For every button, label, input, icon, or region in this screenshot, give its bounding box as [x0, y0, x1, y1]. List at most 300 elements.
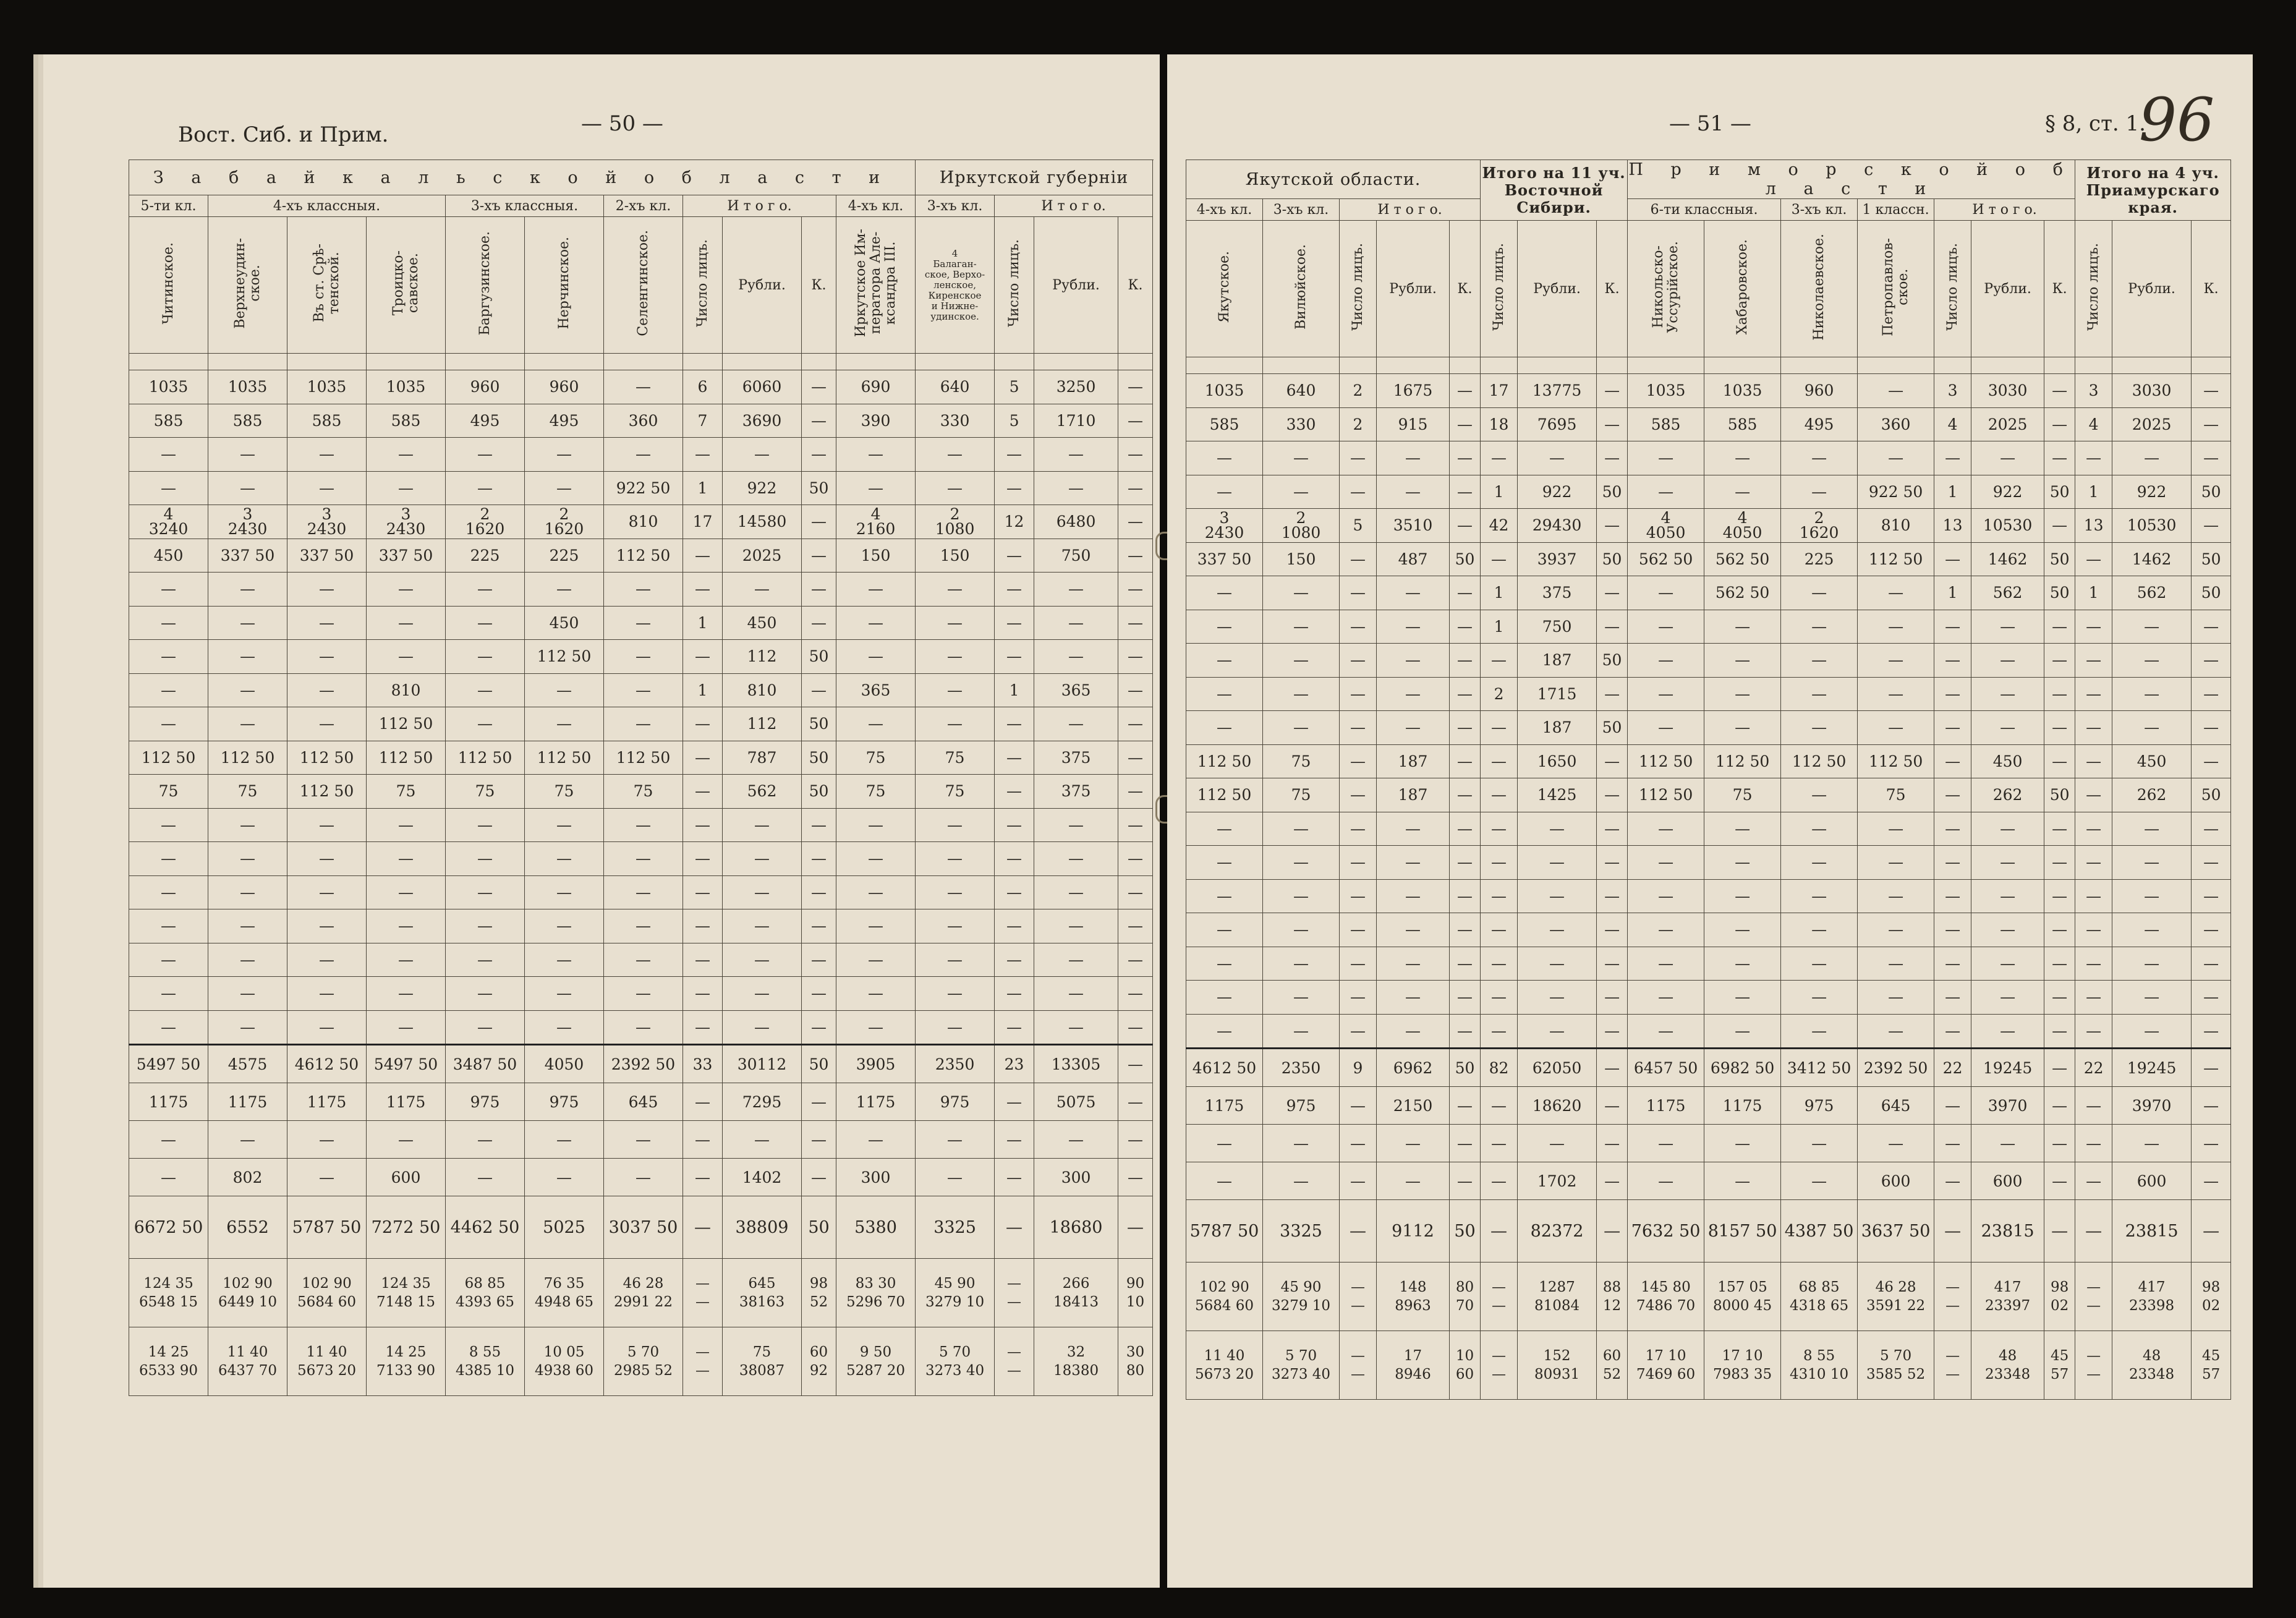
- table-cell: 562: [1971, 576, 2044, 610]
- table-cell: —: [1377, 1125, 1450, 1162]
- table-cell: 17 10 7469 60: [1628, 1331, 1704, 1400]
- table-cell: —: [1971, 913, 2044, 947]
- table-cell: —: [1450, 441, 1481, 475]
- table-cell: —: [1263, 981, 1340, 1015]
- table-cell: 810: [723, 673, 802, 707]
- table-cell: —: [208, 808, 287, 842]
- table-cell: —: [1186, 879, 1263, 913]
- table-row: [129, 404, 1153, 438]
- table-cell: 13: [2075, 509, 2112, 543]
- table-cell: 360: [604, 404, 683, 438]
- table-cell: 62050: [1518, 1049, 1597, 1087]
- table-cell: —: [604, 808, 683, 842]
- table-cell: —: [683, 775, 723, 809]
- table-cell: —: [1704, 644, 1781, 678]
- table-cell: 1035: [1704, 374, 1781, 408]
- table-cell: —: [1597, 846, 1628, 880]
- table-cell: 3412 50: [1781, 1049, 1858, 1087]
- table-cell: —: [1118, 741, 1153, 775]
- table-cell: —: [2112, 981, 2192, 1015]
- table-cell: 1175: [1628, 1087, 1704, 1125]
- table-cell: —: [2192, 610, 2231, 644]
- table-cell: —: [1034, 943, 1118, 977]
- table-cell: —: [1340, 1014, 1377, 1049]
- table-cell: —: [2044, 711, 2075, 745]
- table-cell: —: [1858, 1125, 1934, 1162]
- table-cell: —: [1934, 981, 1971, 1015]
- table-cell: —: [1377, 981, 1450, 1015]
- table-cell: —: [2044, 947, 2075, 981]
- table-cell: 157 05 8000 45: [1704, 1262, 1781, 1331]
- table-cell: —: [604, 842, 683, 876]
- table-cell: —: [1781, 913, 1858, 947]
- table-cell: —: [2192, 981, 2231, 1015]
- table-cell: — —: [1481, 1331, 1518, 1400]
- table-cell: —: [836, 707, 916, 741]
- table-cell: 46 28 3591 22: [1858, 1262, 1934, 1331]
- table-cell: 4050: [525, 1045, 604, 1083]
- table-cell: —: [367, 573, 446, 607]
- table-cell: —: [1518, 441, 1597, 475]
- table-cell: —: [367, 471, 446, 505]
- table-cell: —: [1597, 677, 1628, 711]
- table-cell: 915: [1377, 407, 1450, 441]
- table-cell: —: [1340, 542, 1377, 576]
- left-running-header: Вост. Сиб. и Прим.: [178, 122, 389, 147]
- table-cell: —: [1340, 1200, 1377, 1262]
- table-row: [1186, 846, 2231, 880]
- table-cell: —: [1597, 947, 1628, 981]
- table-row: [129, 606, 1153, 640]
- table-cell: 42: [1481, 509, 1518, 543]
- table-cell: 14 25 7133 90: [367, 1327, 446, 1396]
- table-cell: 45 57: [2044, 1331, 2075, 1400]
- table-cell: —: [287, 808, 367, 842]
- column-header-label: Число лицъ.: [2085, 243, 2101, 331]
- table-cell: —: [1481, 744, 1518, 778]
- table-cell: 2025: [1971, 407, 2044, 441]
- table-cell: —: [995, 1196, 1034, 1259]
- table-cell: 112 50: [287, 741, 367, 775]
- table-cell: —: [802, 1083, 836, 1121]
- table-row: [1186, 913, 2231, 947]
- table-cell: —: [1450, 812, 1481, 846]
- column-header-label: Число лицъ.: [1490, 243, 1507, 331]
- table-cell: 150: [1263, 542, 1340, 576]
- table-cell: 32 18380: [1034, 1327, 1118, 1396]
- table-cell: 50: [2044, 576, 2075, 610]
- table-cell: —: [1518, 913, 1597, 947]
- table-cell: 337 50: [1186, 542, 1263, 576]
- table-cell: 3030: [1971, 374, 2044, 408]
- table-cell: —: [995, 875, 1034, 909]
- table-cell: —: [1597, 509, 1628, 543]
- table-cell: 922: [2112, 475, 2192, 509]
- table-cell: —: [995, 1083, 1034, 1121]
- column-header: Рубли.: [1971, 221, 2044, 357]
- table-cell: —: [2075, 711, 2112, 745]
- column-header-label: Баргузинское.: [477, 231, 493, 336]
- table-cell: 50: [1597, 542, 1628, 576]
- table-cell: 5497 50: [367, 1045, 446, 1083]
- table-cell: —: [683, 707, 723, 741]
- table-cell: —: [1481, 778, 1518, 812]
- table-cell: —: [683, 842, 723, 876]
- table-cell: —: [604, 438, 683, 472]
- table-cell: —: [1934, 677, 1971, 711]
- table-cell: —: [1263, 879, 1340, 913]
- subgroup-header: И т о г о.: [683, 195, 836, 217]
- table-cell: —: [683, 909, 723, 943]
- table-cell: 23: [995, 1045, 1034, 1083]
- table-cell: —: [208, 606, 287, 640]
- table-cell: —: [208, 707, 287, 741]
- table-cell: —: [1971, 677, 2044, 711]
- table-cell: —: [525, 1010, 604, 1045]
- table-cell: —: [1034, 875, 1118, 909]
- table-cell: —: [1034, 707, 1118, 741]
- table-cell: —: [1934, 913, 1971, 947]
- table-cell: 5 70 2985 52: [604, 1327, 683, 1396]
- table-cell: —: [2044, 981, 2075, 1015]
- subgroup-header: 3-хъ классныя.: [446, 195, 604, 217]
- table-cell: —: [916, 842, 995, 876]
- table-cell: 225: [1781, 542, 1858, 576]
- table-row: [129, 875, 1153, 909]
- table-cell: 600: [367, 1159, 446, 1196]
- table-cell: —: [2044, 441, 2075, 475]
- table-cell: —: [2112, 1125, 2192, 1162]
- table-cell: —: [525, 707, 604, 741]
- table-cell: 7632 50: [1628, 1200, 1704, 1262]
- table-cell: —: [995, 573, 1034, 607]
- table-cell: —: [723, 875, 802, 909]
- table-cell: —: [446, 673, 525, 707]
- table-cell: 1715: [1518, 677, 1597, 711]
- table-cell: —: [723, 842, 802, 876]
- table-cell: —: [446, 1159, 525, 1196]
- table-cell: —: [2075, 778, 2112, 812]
- table-cell: 2: [1340, 407, 1377, 441]
- table-cell: — —: [995, 1327, 1034, 1396]
- table-cell: —: [1597, 1162, 1628, 1200]
- table-cell: 23815: [2112, 1200, 2192, 1262]
- table-cell: 50: [802, 640, 836, 674]
- table-cell: 75: [1704, 778, 1781, 812]
- table-row: [1186, 711, 2231, 745]
- table-cell: 50: [1450, 1049, 1481, 1087]
- table-cell: 112 50: [525, 741, 604, 775]
- table-cell: 6982 50: [1704, 1049, 1781, 1087]
- table-cell: 18620: [1518, 1087, 1597, 1125]
- table-cell: 38809: [723, 1196, 802, 1259]
- table-cell: 585: [287, 404, 367, 438]
- table-cell: —: [683, 977, 723, 1011]
- table-cell: 14580: [723, 505, 802, 539]
- left-page-number: — 50 —: [581, 111, 663, 136]
- table-cell: —: [1628, 711, 1704, 745]
- table-cell: 75: [1263, 744, 1340, 778]
- table-cell: 3637 50: [1858, 1200, 1934, 1262]
- table-cell: 22: [1934, 1049, 1971, 1087]
- table-cell: —: [1186, 1014, 1263, 1049]
- table-cell: 22: [2075, 1049, 2112, 1087]
- table-cell: 750: [1518, 610, 1597, 644]
- table-cell: 645 38163: [723, 1259, 802, 1327]
- column-header: К.: [802, 217, 836, 354]
- table-cell: —: [129, 1010, 208, 1045]
- table-cell: —: [129, 875, 208, 909]
- table-cell: —: [1628, 475, 1704, 509]
- table-cell: — —: [1340, 1331, 1377, 1400]
- subgroup-header: 2-хъ кл.: [604, 195, 683, 217]
- table-cell: 375: [1518, 576, 1597, 610]
- column-header-label: Число лицъ.: [694, 239, 710, 327]
- table-cell: —: [367, 842, 446, 876]
- table-cell: 390: [836, 404, 916, 438]
- table-cell: —: [802, 977, 836, 1011]
- table-cell: —: [208, 977, 287, 1011]
- table-cell: —: [367, 909, 446, 943]
- table-cell: —: [446, 707, 525, 741]
- table-cell: —: [129, 808, 208, 842]
- table-cell: —: [1628, 1125, 1704, 1162]
- table-cell: —: [1781, 677, 1858, 711]
- table-cell: —: [1263, 644, 1340, 678]
- table-cell: 600: [1971, 1162, 2044, 1200]
- table-cell: —: [802, 573, 836, 607]
- table-cell: — —: [995, 1259, 1034, 1327]
- table-cell: 1035: [129, 370, 208, 404]
- table-row: [129, 775, 1153, 809]
- table-cell: —: [1858, 981, 1934, 1015]
- table-cell: —: [2075, 812, 2112, 846]
- table-cell: 640: [1263, 374, 1340, 408]
- table-cell: —: [287, 438, 367, 472]
- table-cell: —: [525, 875, 604, 909]
- table-cell: —: [995, 909, 1034, 943]
- table-cell: 1: [1934, 576, 1971, 610]
- group-header: Якутской области.: [1186, 160, 1481, 199]
- table-cell: —: [1263, 913, 1340, 947]
- table-cell: —: [129, 842, 208, 876]
- table-cell: 112 50: [287, 775, 367, 809]
- table-cell: 3 2430: [1186, 509, 1263, 543]
- table-cell: 6060: [723, 370, 802, 404]
- table-cell: 50: [2192, 542, 2231, 576]
- table-cell: —: [1034, 1010, 1118, 1045]
- table-cell: 300: [1034, 1159, 1118, 1196]
- subgroup-header: 3-хъ кл.: [916, 195, 995, 217]
- table-cell: —: [1481, 1014, 1518, 1049]
- table-cell: —: [2112, 711, 2192, 745]
- table-cell: 2 1080: [1263, 509, 1340, 543]
- table-cell: 9: [1340, 1049, 1377, 1087]
- column-header: [836, 217, 916, 354]
- left-ledger-table: [129, 160, 1153, 1396]
- table-cell: 585: [1628, 407, 1704, 441]
- table-cell: —: [1934, 711, 1971, 745]
- table-cell: —: [836, 1010, 916, 1045]
- table-cell: 2392 50: [604, 1045, 683, 1083]
- table-cell: —: [1597, 1014, 1628, 1049]
- table-cell: 82: [1481, 1049, 1518, 1087]
- table-cell: 75: [604, 775, 683, 809]
- table-cell: 60 92: [802, 1327, 836, 1396]
- table-cell: 75 38087: [723, 1327, 802, 1396]
- table-cell: —: [1481, 1200, 1518, 1262]
- table-cell: 112: [723, 707, 802, 741]
- column-header-label: Якутское.: [1216, 251, 1232, 323]
- table-cell: —: [802, 842, 836, 876]
- table-cell: 1675: [1377, 374, 1450, 408]
- table-cell: —: [1628, 1162, 1704, 1200]
- table-cell: —: [525, 573, 604, 607]
- table-cell: —: [1186, 981, 1263, 1015]
- table-cell: —: [1704, 1125, 1781, 1162]
- table-cell: 29430: [1518, 509, 1597, 543]
- table-cell: —: [2112, 1014, 2192, 1049]
- table-cell: —: [129, 977, 208, 1011]
- right-running-header: § 8, ст. 1.: [2045, 111, 2146, 136]
- table-cell: —: [1518, 1125, 1597, 1162]
- table-cell: 11 40 6437 70: [208, 1327, 287, 1396]
- table-cell: —: [208, 875, 287, 909]
- table-cell: 4 2160: [836, 505, 916, 539]
- table-cell: —: [2112, 441, 2192, 475]
- table-cell: 50: [2192, 475, 2231, 509]
- table-cell: 640: [916, 370, 995, 404]
- table-cell: 2 1620: [1781, 509, 1858, 543]
- table-cell: —: [1934, 1200, 1971, 1262]
- table-cell: —: [1781, 475, 1858, 509]
- table-cell: 102 90 5684 60: [287, 1259, 367, 1327]
- table-cell: —: [723, 1010, 802, 1045]
- table-cell: 4462 50: [446, 1196, 525, 1259]
- table-cell: —: [367, 943, 446, 977]
- table-cell: —: [916, 573, 995, 607]
- table-cell: —: [1858, 913, 1934, 947]
- table-cell: 10 60: [1450, 1331, 1481, 1400]
- table-cell: 6962: [1377, 1049, 1450, 1087]
- table-cell: 152 80931: [1518, 1331, 1597, 1400]
- table-cell: —: [2192, 374, 2231, 408]
- table-cell: —: [1118, 673, 1153, 707]
- table-cell: —: [208, 640, 287, 674]
- subgroup-header: И т о г о.: [1934, 199, 2075, 221]
- table-cell: —: [1597, 879, 1628, 913]
- table-cell: —: [1263, 711, 1340, 745]
- table-cell: —: [1628, 981, 1704, 1015]
- table-cell: 9112: [1377, 1200, 1450, 1262]
- table-cell: —: [802, 808, 836, 842]
- table-cell: —: [1858, 677, 1934, 711]
- table-cell: —: [1628, 644, 1704, 678]
- table-cell: 1035: [287, 370, 367, 404]
- table-cell: —: [2075, 441, 2112, 475]
- column-header-label: Нерчинское.: [556, 237, 572, 330]
- table-cell: —: [683, 808, 723, 842]
- table-cell: 2: [1481, 677, 1518, 711]
- table-cell: 112: [723, 640, 802, 674]
- table-cell: 30 80: [1118, 1327, 1153, 1396]
- table-cell: —: [1597, 576, 1628, 610]
- table-cell: —: [1263, 1014, 1340, 1049]
- table-cell: —: [446, 808, 525, 842]
- table-cell: 922 50: [1858, 475, 1934, 509]
- table-cell: —: [1340, 981, 1377, 1015]
- table-cell: 187: [1377, 778, 1450, 812]
- column-header: [683, 217, 723, 354]
- table-cell: 1035: [1186, 374, 1263, 408]
- table-cell: —: [129, 673, 208, 707]
- table-cell: —: [802, 539, 836, 573]
- table-cell: —: [1781, 846, 1858, 880]
- table-cell: —: [836, 875, 916, 909]
- table-cell: 45 90 3279 10: [916, 1259, 995, 1327]
- subgroup-header: И т о г о.: [995, 195, 1153, 217]
- table-cell: 75: [446, 775, 525, 809]
- table-cell: —: [1340, 711, 1377, 745]
- table-cell: —: [1781, 981, 1858, 1015]
- table-cell: —: [1704, 441, 1781, 475]
- table-cell: 330: [916, 404, 995, 438]
- column-header: [1186, 221, 1263, 357]
- table-cell: —: [1034, 909, 1118, 943]
- table-cell: —: [836, 606, 916, 640]
- table-cell: —: [1628, 677, 1704, 711]
- table-cell: —: [1186, 846, 1263, 880]
- table-cell: —: [287, 640, 367, 674]
- table-cell: —: [1118, 505, 1153, 539]
- table-cell: 112 50: [1781, 744, 1858, 778]
- table-cell: —: [2044, 744, 2075, 778]
- subgroup-header: 3-хъ кл.: [1263, 199, 1340, 221]
- table-cell: —: [1597, 441, 1628, 475]
- table-cell: 4 3240: [129, 505, 208, 539]
- table-cell: 600: [2112, 1162, 2192, 1200]
- table-cell: 112 50: [1186, 778, 1263, 812]
- table-cell: 112 50: [367, 707, 446, 741]
- table-cell: —: [604, 1159, 683, 1196]
- table-cell: —: [604, 370, 683, 404]
- table-cell: —: [1971, 441, 2044, 475]
- table-cell: —: [129, 1159, 208, 1196]
- table-cell: —: [1377, 576, 1450, 610]
- table-cell: —: [208, 1121, 287, 1159]
- table-cell: —: [2044, 1014, 2075, 1049]
- table-cell: —: [802, 875, 836, 909]
- table-cell: —: [1934, 1125, 1971, 1162]
- table-cell: 562: [723, 775, 802, 809]
- table-cell: 810: [1858, 509, 1934, 543]
- table-cell: 4 4050: [1704, 509, 1781, 543]
- table-cell: 495: [525, 404, 604, 438]
- table-cell: —: [1118, 943, 1153, 977]
- table-cell: —: [446, 573, 525, 607]
- table-cell: —: [1858, 947, 1934, 981]
- table-cell: 75: [525, 775, 604, 809]
- table-cell: —: [1340, 610, 1377, 644]
- table-cell: —: [683, 875, 723, 909]
- table-cell: —: [1450, 711, 1481, 745]
- table-cell: 50: [2044, 542, 2075, 576]
- table-cell: —: [208, 673, 287, 707]
- table-cell: —: [2075, 947, 2112, 981]
- table-cell: —: [723, 438, 802, 472]
- table-cell: —: [1704, 947, 1781, 981]
- column-header: [208, 217, 287, 354]
